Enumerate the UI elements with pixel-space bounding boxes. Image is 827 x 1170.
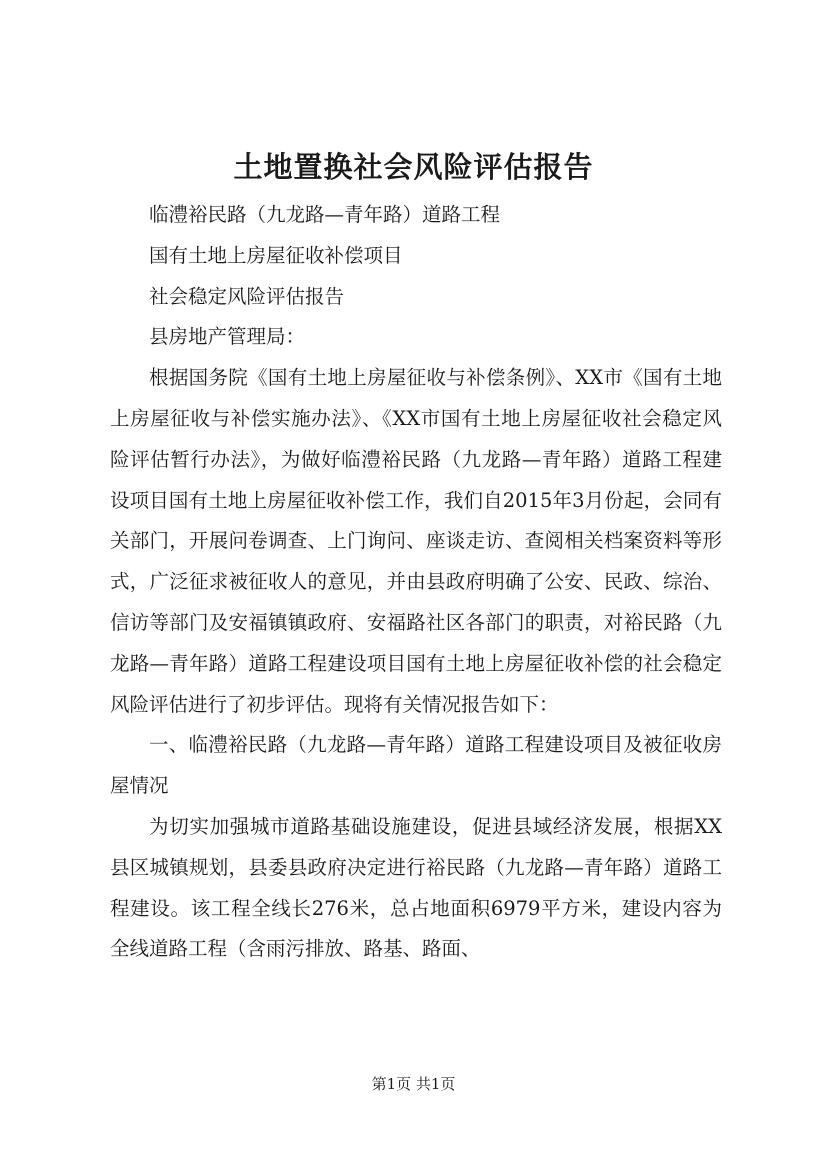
- intro-paragraph: 根据国务院《国有土地上房屋征收与补偿条例》、XX市《国有土地上房屋征收与补偿实施办法》、《XX市国有土地上房屋征收社会稳定风险评估暂行办法》，为做好临澧裕民路（九龙路—青年路）道路工程建设项目国有土地上房屋征收补偿工作，我们自2015年3月份起，会同有关部门，开展问卷调查、上门询问、座谈走访、查阅相关档案资料等形式，广泛征求被征收人的意见，并由县政府明确了公安、民政、综治、信访等部门及安福镇镇政府、安福路社区各部门的职责，对裕民路（九龙路—青年路）道路工程建设项目国有土地上房屋征收补偿的社会稳定风险评估进行了初步评估。现将有关情况报告如下：: [110, 366, 722, 716]
- project-name-line: 临澧裕民路（九龙路—青年路）道路工程: [149, 203, 501, 226]
- document-body: [110, 195, 722, 970]
- document-title: 土地置换社会风险评估报告: [233, 150, 594, 184]
- page-footer: 第1页 共1页: [371, 1075, 456, 1093]
- section-heading-1: 一、临澧裕民路（九龙路—青年路）道路工程建设项目及被征收房屋情况: [110, 733, 722, 798]
- project-subtitle-line: 国有土地上房屋征收补偿项目: [149, 243, 403, 267]
- report-name-line: 社会稳定风险评估报告: [149, 284, 345, 308]
- addressee-line: 县房地产管理局：: [149, 325, 306, 349]
- project-description-paragraph: 为切实加强城市道路基础设施建设，促进县域经济发展，根据XX县区城镇规划，县委县政府决定进行裕民路（九龙路—青年路）道路工程建设。该工程全线长276米，总占地面积6979平方米，建设内容为全线道路工程（含雨污排放、路基、路面、: [110, 814, 722, 961]
